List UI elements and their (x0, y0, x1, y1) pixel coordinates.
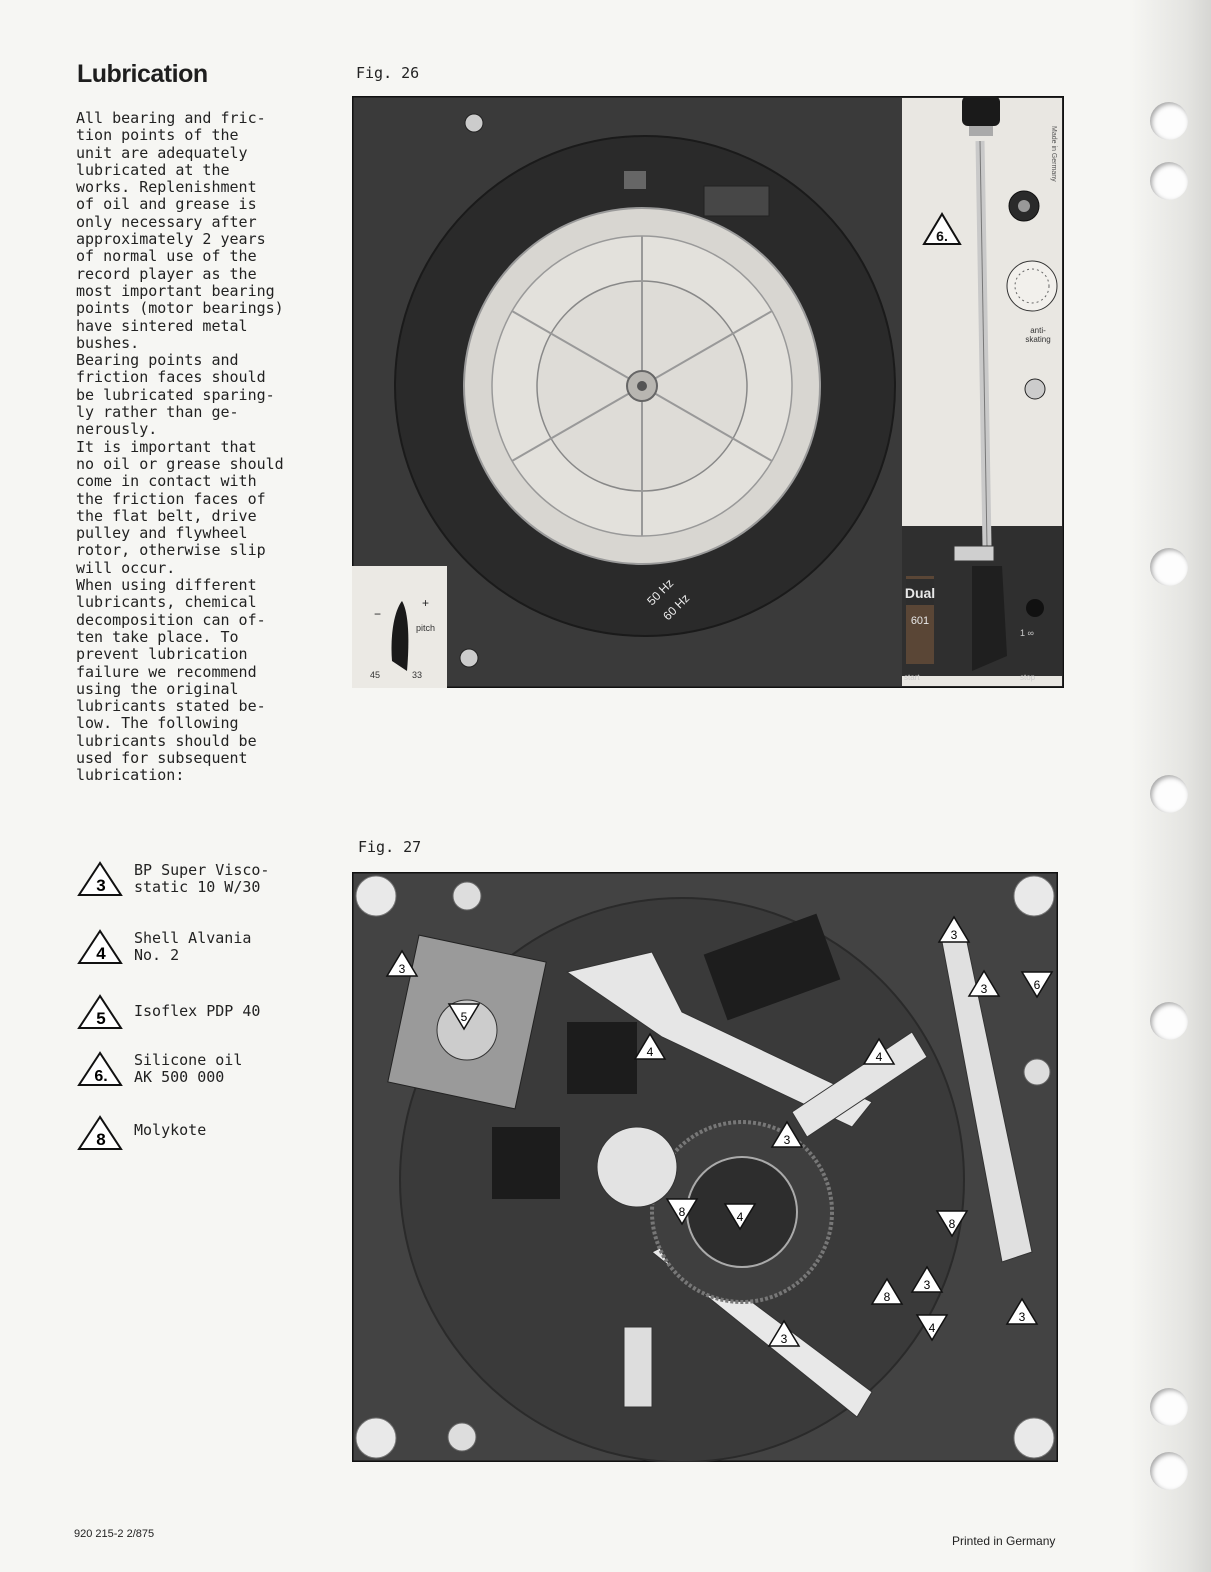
warning-triangle-icon (76, 1050, 124, 1088)
fig26-model: 601 (910, 615, 930, 627)
fig27-marker: 8 (948, 1217, 956, 1231)
legend-item (76, 928, 336, 970)
legend-item (76, 1050, 336, 1092)
fig27-marker: 5 (460, 1010, 468, 1024)
binder-hole (1150, 1002, 1188, 1040)
legend-item (76, 1114, 336, 1156)
fig27-marker: 4 (736, 1210, 744, 1224)
body-text: All bearing and fric- tion points of the unit are adequately lubricated at the works. Replenishment of oil and grease is only necessary after approximately 2 years of normal use of the record player as the most important bearing points (motor bearings) have sintered metal bushes. Bearing points and friction faces should be lubricated sparing- ly rather than ge- nerously. It is important that no oil or grease should come in contact with the friction faces of the flat belt, drive pulley and flywheel rotor, otherwise slip will occur. When using different lubricants, chemical decomposition can of- ten take place. To prevent lubrication failure we recommend using the original lubricants stated be- low. The following lubricants should be used for subsequent lubrication: (76, 109, 284, 785)
fig27-marker: 3 (950, 928, 958, 942)
fig26-stop: stop (1020, 673, 1036, 682)
printed-in: Printed in Germany (952, 1534, 1056, 1548)
fig26-pitch-label: pitch (416, 623, 436, 633)
fig27-caption: Fig. 27 (358, 838, 422, 856)
binder-hole (1150, 162, 1188, 200)
fig26-speed-45: 45 (370, 670, 381, 680)
binder-hole (1150, 1388, 1188, 1426)
part-number: 920 215-2 2/875 (74, 1528, 155, 1540)
fig27-marker: 8 (883, 1290, 891, 1304)
legend-number: 3 (96, 876, 106, 895)
fig27-marker: 6 (1033, 978, 1041, 992)
legend-number: 4 (96, 944, 106, 963)
fig27-marker: 3 (780, 1332, 788, 1346)
binder-hole (1150, 1452, 1188, 1490)
legend-label: Shell Alvania No. 2 (134, 929, 252, 964)
fig26-caption: Fig. 26 (356, 64, 420, 82)
legend-label: Molykote (134, 1121, 207, 1139)
fig26-speed-33: 33 (412, 670, 423, 680)
figure-27-turntable-underside (352, 872, 1058, 1462)
fig26-pitch-minus: − (374, 607, 382, 621)
fig27-marker: 3 (923, 1278, 931, 1292)
figure-26-turntable-top (352, 96, 1064, 688)
fig27-marker: 3 (783, 1133, 791, 1147)
binder-hole (1150, 775, 1188, 813)
fig26-hz-60: 60 Hz (660, 591, 693, 624)
legend-label: Isoflex PDP 40 (134, 1002, 261, 1020)
legend-item (76, 993, 336, 1035)
fig26-one-inf: 1 ∞ (1020, 628, 1034, 638)
fig27-marker: 3 (398, 962, 406, 976)
binder-hole (1150, 102, 1188, 140)
legend-number: 5 (96, 1009, 106, 1028)
legend-label: Silicone oil AK 500 000 (134, 1051, 243, 1086)
legend-item (76, 860, 336, 902)
fig27-marker: 3 (980, 982, 988, 996)
legend-number: 6. (94, 1068, 108, 1085)
fig26-start: start (904, 673, 920, 682)
legend-label: BP Super Visco- static 10 W/30 (134, 861, 270, 896)
fig27-marker: 4 (875, 1050, 883, 1064)
fig26-hz-50: 50 Hz (644, 576, 677, 609)
warning-triangle-icon (76, 1114, 124, 1152)
fig26-brand: Dual (904, 585, 936, 601)
fig26-antiskating: anti-skating (1025, 326, 1051, 344)
legend-number: 8 (96, 1130, 106, 1149)
fig27-marker: 8 (678, 1205, 686, 1219)
fig27-marker: 4 (928, 1321, 936, 1335)
page-title: Lubrication (77, 60, 208, 88)
fig27-marker: 3 (1018, 1310, 1026, 1324)
fig26-pitch-plus: + (422, 596, 430, 610)
fig26-marker: 6. (936, 228, 948, 244)
warning-triangle-icon (76, 993, 124, 1031)
binder-hole (1150, 548, 1188, 586)
warning-triangle-icon (76, 860, 124, 898)
fig27-marker: 4 (646, 1045, 654, 1059)
warning-triangle-icon (76, 928, 124, 966)
fig26-made-in: Made in Germany (1050, 126, 1057, 182)
